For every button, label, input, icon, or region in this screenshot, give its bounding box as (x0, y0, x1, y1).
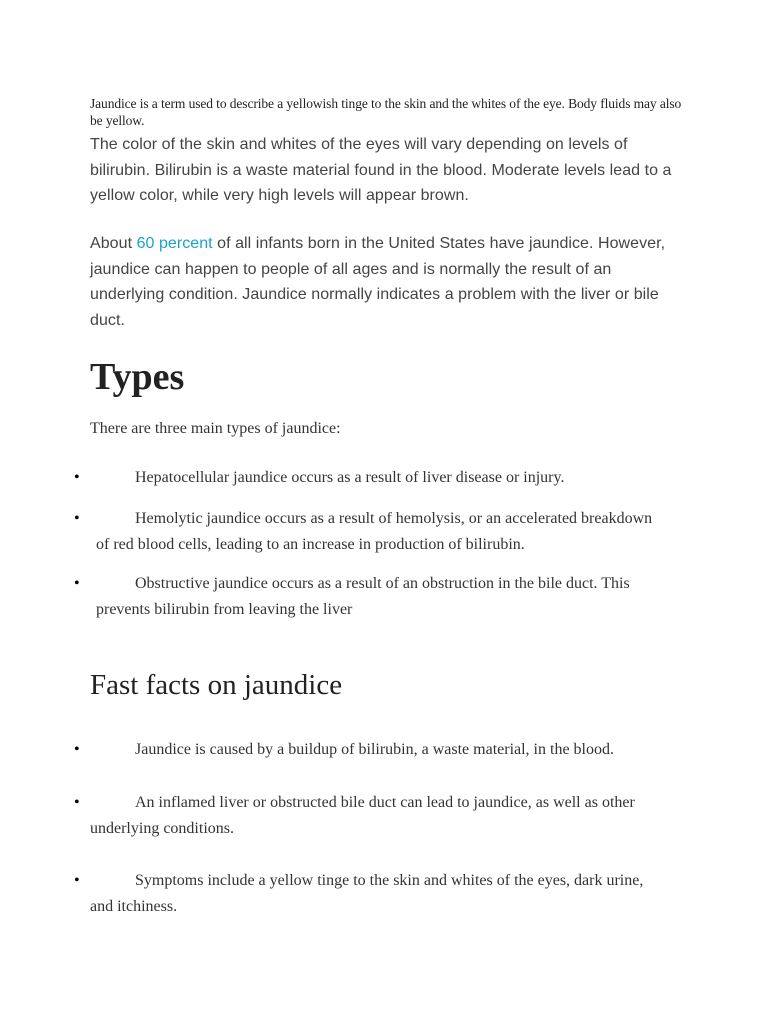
type-hepatocellular: Hepatocellular jaundice occurs as a result of liver disease or injury. (135, 469, 565, 486)
list-item-text (90, 737, 710, 763)
list-item-text (96, 506, 656, 558)
bullet-icon: • (74, 741, 80, 758)
fast-facts-heading: Fast facts on jaundice (90, 669, 343, 701)
bullet-icon: • (74, 469, 80, 486)
list-item-text (90, 868, 660, 920)
types-heading: Types (90, 356, 185, 398)
types-intro: There are three main types of jaundice: (90, 420, 341, 437)
intro-text: Jaundice is a term used to describe a yellowish tinge to the skin and the whites of the eye. Body fluids may also be yellow. (90, 96, 682, 128)
bullet-icon: • (74, 794, 80, 811)
para-text-before: About (90, 235, 137, 252)
sixty-percent-link[interactable]: 60 percent (136, 235, 213, 252)
bullet-icon: • (74, 872, 80, 889)
paragraph-bilirubin-color: The color of the skin and whites of the eyes will vary depending on levels of bilirubin. Bilirubin is a waste material found in the blood. Moderate levels lead to a yellow color, while very high levels will appear brown. (90, 136, 672, 204)
type-obstructive: Obstructive jaundice occurs as a result of an obstruction in the bile duct. This prevents bilirubin from leaving the liver (96, 575, 630, 618)
list-item-text (90, 465, 690, 491)
bullet-icon: • (74, 575, 80, 592)
bullet-icon: • (74, 510, 80, 527)
list-item-text (96, 571, 676, 623)
list-item-text (90, 790, 650, 842)
para-text-after: of all infants born in the United States have jaundice. However, jaundice can happen to people of all ages and is normally the result of an underlying condition. Jaundice normally indicates a problem with the liver or bile duct. (90, 235, 666, 329)
fact-symptoms: Symptoms include a yellow tinge to the skin and whites of the eyes, dark urine, and itchiness. (90, 872, 644, 915)
paragraph-infants (90, 231, 690, 333)
fact-buildup: Jaundice is caused by a buildup of bilirubin, a waste material, in the blood. (135, 741, 614, 758)
fact-inflamed-liver: An inflamed liver or obstructed bile duct can lead to jaundice, as well as other underlying conditions. (90, 794, 635, 837)
type-hemolytic: Hemolytic jaundice occurs as a result of hemolysis, or an accelerated breakdown of red blood cells, leading to an increase in production of bilirubin. (96, 510, 653, 553)
